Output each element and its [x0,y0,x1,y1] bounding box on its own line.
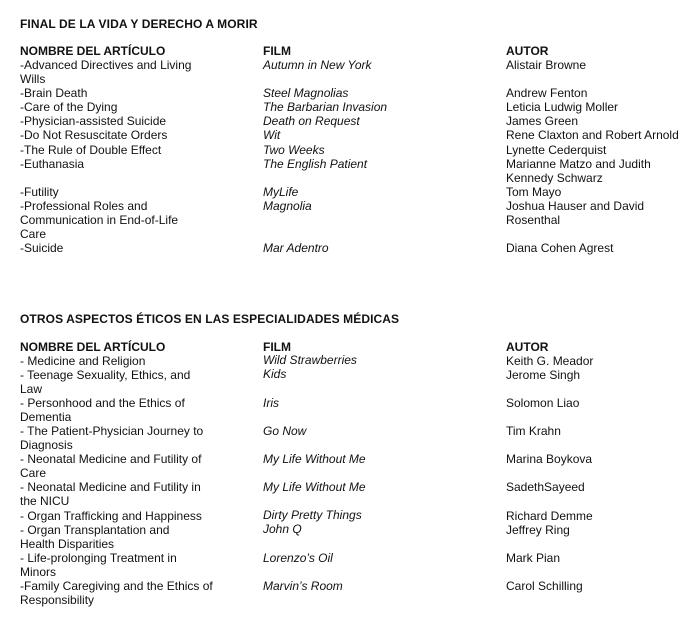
author-name: Marina Boykova [506,452,593,466]
column-header-author: AUTOR [506,340,549,354]
author-name: Lynette Cederquist [506,143,607,157]
film-title: Dirty Pretty Things [263,508,362,522]
column-header-film: FILM [263,340,291,354]
film-title: The Barbarian Invasion [263,100,388,114]
article-name: -Brain Death [20,86,88,100]
film-title: Kids [263,367,287,381]
article-name: -Do Not Resuscitate Orders [20,128,168,142]
article-name: - Life-prolonging Treatment in Minors [20,551,177,579]
article-name: - Organ Transplantation and Health Disparities [20,523,170,551]
film-title: Steel Magnolias [263,86,349,100]
film-title: Wild Strawberries [263,353,357,367]
section-title: FINAL DE LA VIDA Y DERECHO A MORIR [20,17,258,31]
author-name: Diana Cohen Agrest [506,241,614,255]
article-name: -The Rule of Double Effect [20,143,162,157]
article-name: - Neonatal Medicine and Futility in the NICU [20,480,201,508]
film-title: John Q [263,522,302,536]
author-name: Jeffrey Ring [506,523,570,537]
film-title: Go Now [263,424,307,438]
film-title: Two Weeks [263,143,325,157]
author-name: Joshua Hauser and David Rosenthal [506,199,645,227]
film-title: Autumn in New York [263,58,372,72]
film-title: Death on Request [263,114,360,128]
film-title: Magnolia [263,199,312,213]
article-name: -Advanced Directives and Living Wills [20,58,192,86]
film-title: My Life Without Me [263,480,366,494]
author-name: Marianne Matzo and Judith Kennedy Schwarz [506,157,651,185]
column-header-article: NOMBRE DEL ARTÍCULO [20,340,166,354]
film-title: The English Patient [263,157,368,171]
author-name: Richard Demme [506,509,593,523]
author-name: Carol Schilling [506,579,583,593]
author-name: Tom Mayo [506,185,562,199]
author-name: Jerome Singh [506,368,581,382]
author-name: Tim Krahn [506,424,561,438]
article-name: -Suicide [20,241,64,255]
article-name: - Neonatal Medicine and Futility of Care [20,452,202,480]
author-name: Solomon Liao [506,396,580,410]
article-name: -Professional Roles and Communication in End-of-Life Care [20,199,179,241]
article-name: - The Patient-Physician Journey to Diagnosis [20,424,204,452]
author-name: Alistair Browne [506,58,587,72]
section-title: OTROS ASPECTOS ÉTICOS EN LAS ESPECIALIDADES MÉDICAS [20,312,400,326]
author-name: Leticia Ludwig Moller [506,100,619,114]
column-header-author: AUTOR [506,44,549,58]
article-name: -Futility [20,185,59,199]
film-title: Iris [263,396,279,410]
film-title: MyLife [263,185,299,199]
article-name: - Personhood and the Ethics of Dementia [20,396,185,424]
author-name: SadethSayeed [506,480,585,494]
article-name: -Care of the Dying [20,100,118,114]
column-header-article: NOMBRE DEL ARTÍCULO [20,44,166,58]
film-title: Lorenzo’s Oil [263,551,333,565]
author-name: James Green [506,114,579,128]
film-title: Mar Adentro [263,241,329,255]
article-name: -Euthanasia [20,157,85,171]
author-name: Keith G. Meador [506,354,594,368]
column-header-film: FILM [263,44,291,58]
film-title: My Life Without Me [263,452,366,466]
article-name: -Family Caregiving and the Ethics of Responsibility [20,579,213,607]
author-name: Rene Claxton and Robert Arnold [506,128,679,142]
film-title: Wit [263,128,281,142]
article-name: - Teenage Sexuality, Ethics, and Law [20,368,191,396]
article-name: - Medicine and Religion [20,354,146,368]
author-name: Mark Pian [506,551,561,565]
film-title: Marvin’s Room [263,579,343,593]
article-name: - Organ Trafficking and Happiness [20,509,202,523]
author-name: Andrew Fenton [506,86,588,100]
article-name: -Physician-assisted Suicide [20,114,167,128]
